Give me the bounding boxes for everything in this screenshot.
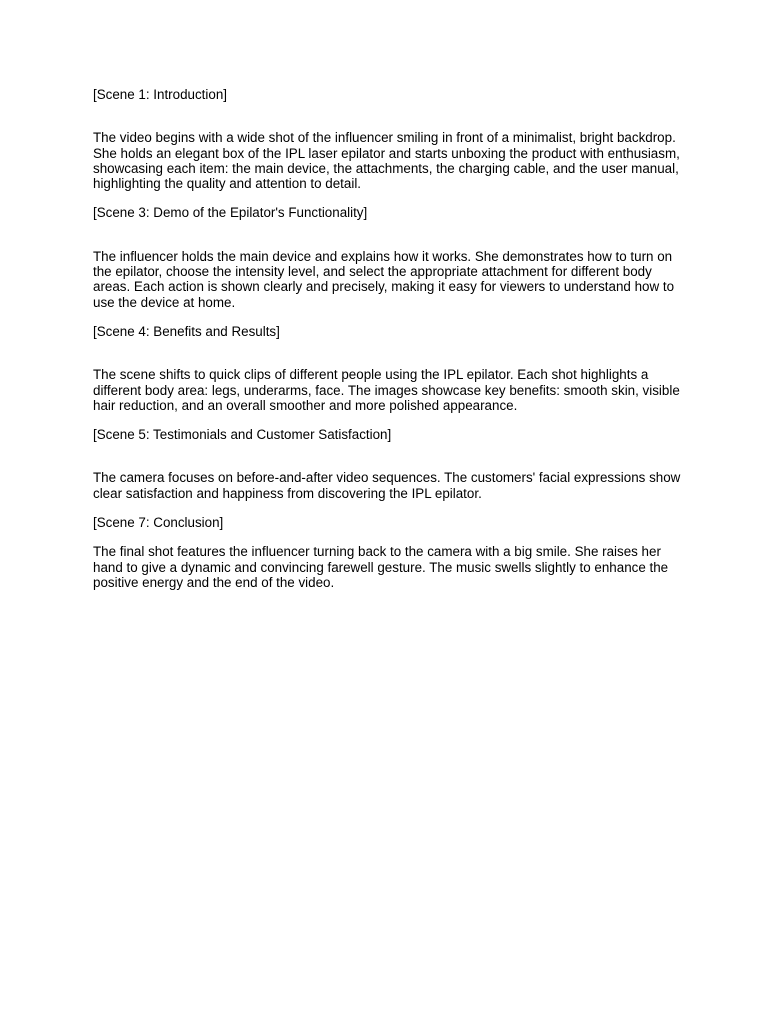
scene-paragraph: The scene shifts to quick clips of different people using the IPL epilator. Each shot highlights a different body area: legs, underarms, face. The images showcase key benefits: smooth skin, visible hair reduction, and an overall smoother and more polished appearance. [93, 367, 680, 413]
scene-heading: [Scene 3: Demo of the Epilator's Functionality] [93, 205, 368, 221]
spacer [93, 339, 683, 367]
spacer [93, 310, 683, 324]
spacer [93, 530, 683, 544]
scene-paragraph: The video begins with a wide shot of the influencer smiling in front of a minimalist, bright backdrop. She holds an elegant box of the IPL laser epilator and starts unboxing the product with enthusiasm, showcasing each item: the main device, the attachments, the charging cable, and the user manual, highlighting the quality and attention to detail. [93, 130, 680, 192]
scene-heading: [Scene 4: Benefits and Results] [93, 323, 280, 339]
scene-heading: [Scene 7: Conclusion] [93, 515, 224, 531]
spacer [93, 102, 683, 130]
spacer [93, 413, 683, 427]
spacer [93, 442, 683, 470]
scene-paragraph: The final shot features the influencer turning back to the camera with a big smile. She raises her hand to give a dynamic and convincing farewell gesture. The music swells slightly to enhance the positive energy and the end of the video. [93, 544, 669, 590]
spacer [93, 191, 683, 205]
scene-paragraph: The influencer holds the main device and explains how it works. She demonstrates how to turn on the epilator, choose the intensity level, and select the appropriate attachment for different body areas. Each action is shown clearly and precisely, making it easy for viewers to understand how to use the device at home. [93, 248, 675, 310]
spacer [93, 221, 683, 249]
document-body [93, 87, 683, 590]
scene-paragraph: The camera focuses on before-and-after video sequences. The customers' facial expressions show clear satisfaction and happiness from discovering the IPL epilator. [93, 470, 681, 501]
spacer [93, 501, 683, 515]
scene-heading: [Scene 1: Introduction] [93, 87, 227, 102]
scene-heading: [Scene 5: Testimonials and Customer Satisfaction] [93, 427, 392, 443]
